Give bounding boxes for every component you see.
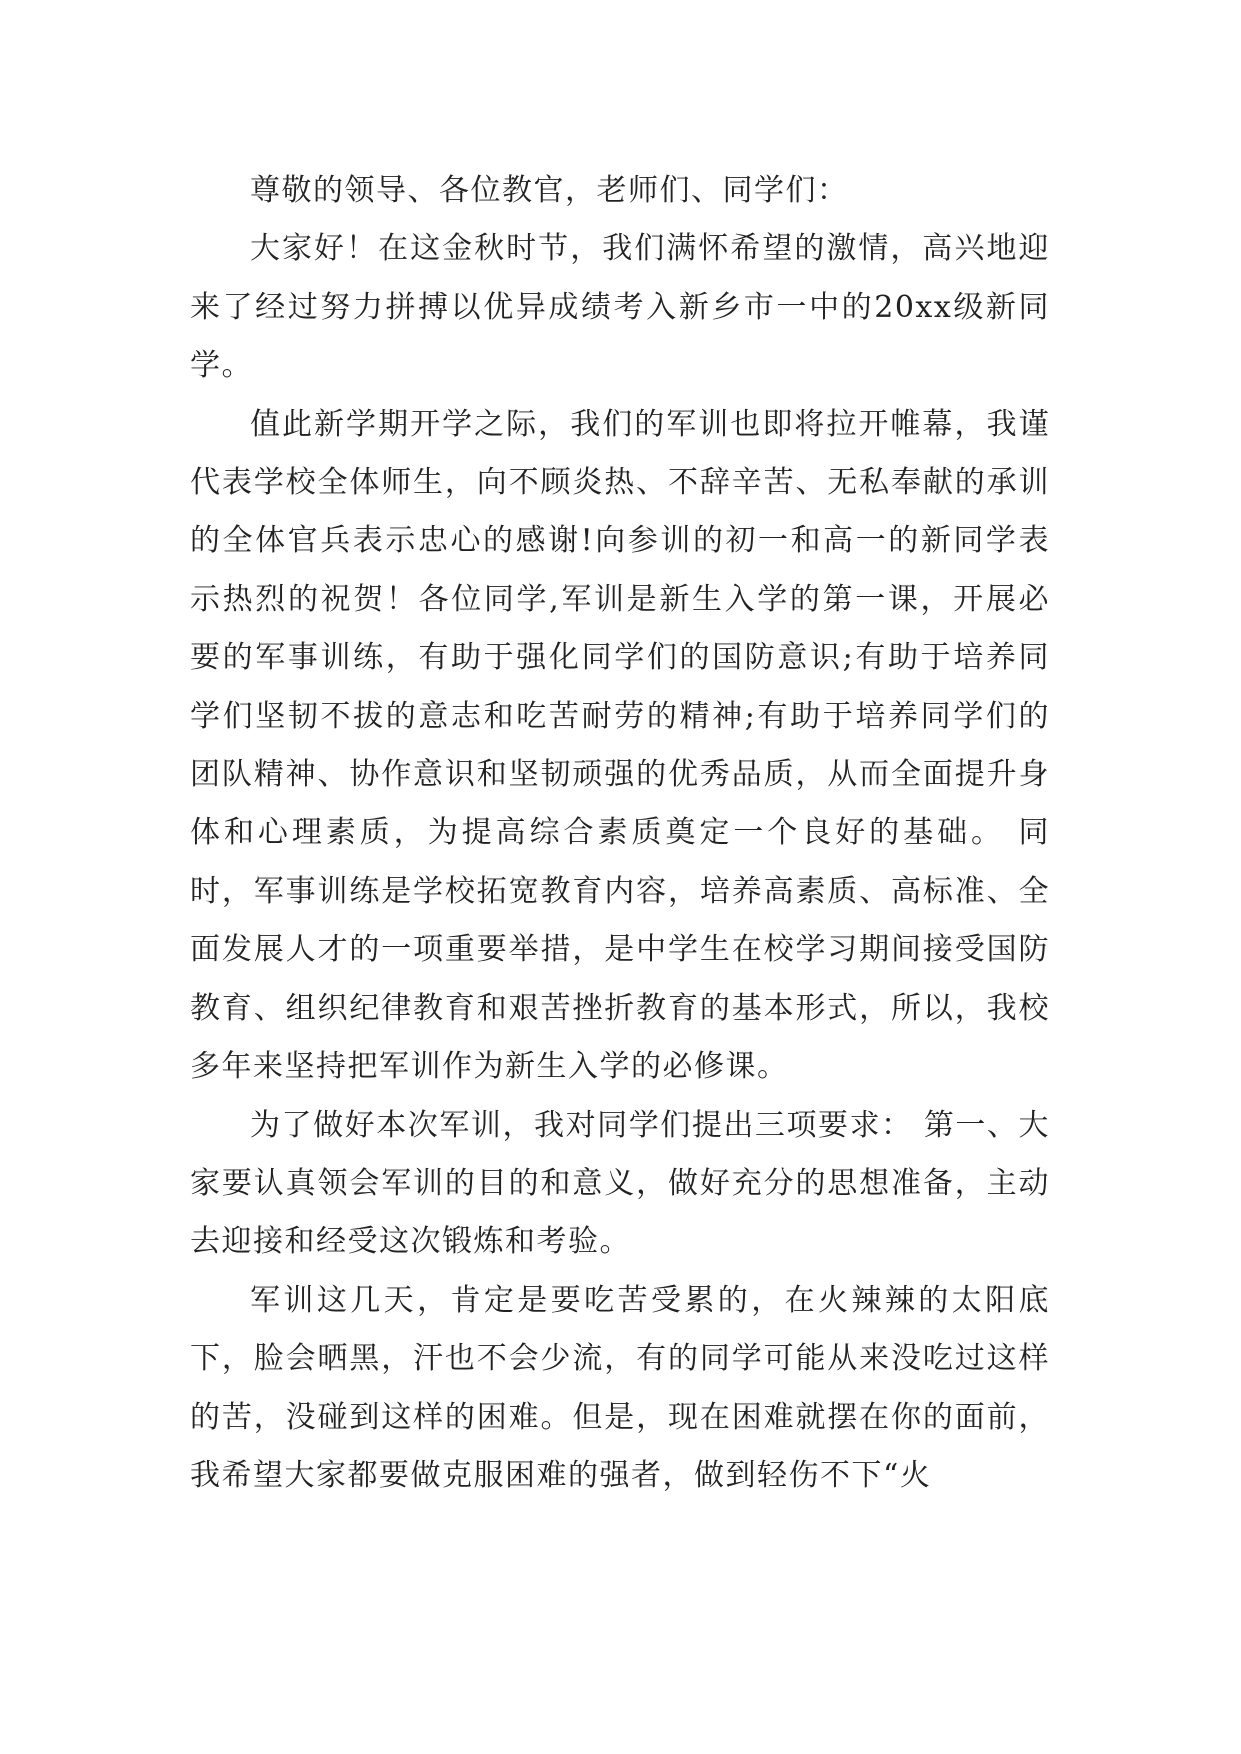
paragraph-requirements: 为了做好本次军训，我对同学们提出三项要求： 第一、大家要认真领会军训的目的和意义，做好充分的思想准备，主动去迎接和经受这次锻炼和考验。	[190, 1107, 1050, 1260]
paragraph-greeting: 大家好！在这金秋时节，我们满怀希望的激情，高兴地迎来了经过努力拼搏以优异成绩考入新乡市一中的20xx级新同学。	[190, 231, 1050, 384]
paragraph-hardship: 军训这几天，肯定是要吃苦受累的，在火辣辣的太阳底下，脸会晒黑，汗也不会少流，有的同学可能从来没吃过这样的苦，没碰到这样的困难。但是，现在困难就摆在你的面前，我希望大家都要做克服困难的强者，做到轻伤不下“火	[190, 1282, 1050, 1493]
paragraph-military-training-purpose: 值此新学期开学之际，我们的军训也即将拉开帷幕，我谨代表学校全体师生，向不顾炎热、不辞辛苦、无私奉献的承训的全体官兵表示忠心的感谢!向参训的初一和高一的新同学表示热烈的祝贺！各位同学,军训是新生入学的第一课，开展必要的军事训练，有助于强化同学们的国防意识;有助于培养同学们坚韧不拔的意志和吃苦耐劳的精神;有助于培养同学们的团队精神、协作意识和坚韧顽强的优秀品质，从而全面提升身体和心理素质，为提高综合素质奠定一个良好的基础。 同时，军事训练是学校拓宽教育内容，培养高素质、高标准、全面发展人才的一项重要举措，是中学生在校学习期间接受国防教育、组织纪律教育和艰苦挫折教育的基本形式，所以，我校多年来坚持把军训作为新生入学的必修课。	[190, 406, 1050, 1085]
document-body	[190, 162, 1050, 1505]
paragraph-salutation: 尊敬的领导、各位教官，老师们、同学们：	[250, 173, 849, 208]
